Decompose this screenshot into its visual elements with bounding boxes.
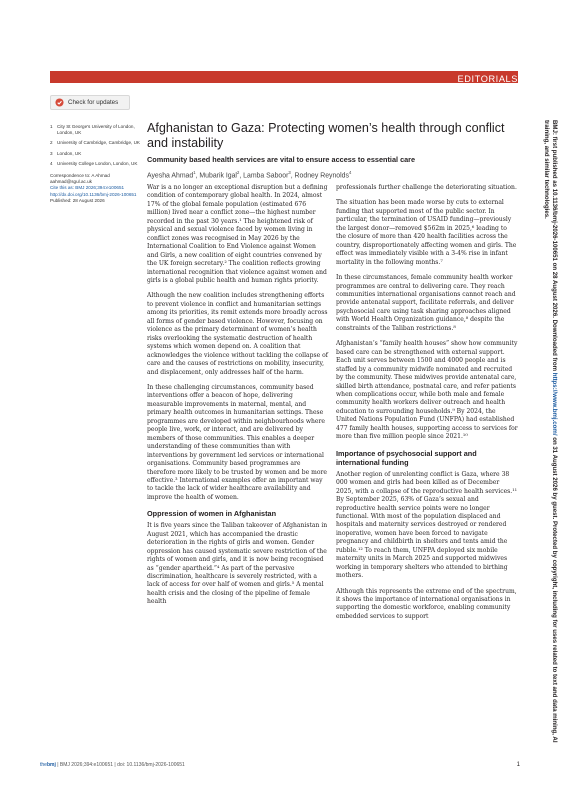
journal-brand: thebmj (40, 762, 56, 768)
paragraph: War is a no longer an exceptional disruption but a defining condition of contemporary global health. In 2024, almost 17% of the global female population (estimated 676 million) lived near a conflict zone—the highest number recorded in the past 30 years.¹ The heightened risk of physical and sexual violence faced by women living in conflict zones was recognised in May 2026 by the International Coalition to End Violence against Women and Girls, a new coalition of eight countries convened by the UK foreign secretary.² The coalition reflects growing international recognition that violence against women and girls is a global public health and human rights priority. (147, 184, 328, 284)
affiliation-item: 2 University of Cambridge, Cambridge, UK (50, 140, 140, 146)
check-updates-icon (55, 98, 64, 107)
doi-link[interactable]: http://dx.doi.org/10.1136/bmj-2026-100651 (50, 191, 137, 197)
paragraph: The situation has been made worse by cuts to external funding that supported most of the public sector. In particular, the termination of USAID funding—previously the largest donor—removed $562m in 2025,⁶ leading to the closure of more than 420 health facilities across the country, disproportionately affecting women and girls. The effect was immediately visible with a 3-4% rise in infant mortality in the following months.⁷ (336, 199, 517, 266)
page-number: 1 (516, 762, 520, 768)
body-column-left (147, 184, 329, 614)
check-for-updates-label: Check for updates (68, 99, 119, 106)
affiliation-item: 1 City St George's University of London, London, UK (50, 124, 135, 136)
article-title: Afghanistan to Gaza: Protecting women’s health through conflict and instability (147, 121, 505, 150)
affiliation-item: 4 University College London, London, UK (50, 160, 138, 166)
paragraph: Afghanistan’s “family health houses” show how community based care can be strengthened with external support. Each unit serves between 1500 and 4000 people and is staffed by a community midwife nominated and recruited by the community. These midwives provide antenatal care, skilled birth attendance, postnatal care, and refer patients when complications occur, while both male and female community health workers deliver outreach and health education to surrounding households.⁹ By 2024, the United Nations Population Fund (UNFPA) had established 477 family health houses, supporting access to services for more than five million people since 2021.¹⁰ (336, 340, 518, 441)
body-column-right (336, 184, 518, 628)
author-name: Mubarik Igal (199, 172, 237, 180)
paragraph: professionals further challenge the deteriorating situation. (336, 184, 517, 191)
paragraph: It is five years since the Taliban takeover of Afghanistan in August 2021, which has accompanied the drastic deterioration in the rights of girls and women. Gender oppression has caused systematic severe restriction of the rights of women and girls, and it is now being recognised as “gender apartheid.”⁴ As part of the pervasive discrimination, healthcare is severely restricted, with a lack of access for over half of women and girls.⁵ A mental health crisis and the closing of the pipeline of female health (147, 522, 328, 606)
affiliations (50, 124, 142, 204)
section-label: EDITORIALS (457, 74, 518, 84)
article-subtitle: Community based health services are vital to ensure access to essential care (147, 155, 416, 164)
author-name: Ayesha Ahmad (147, 172, 194, 180)
check-for-updates-button[interactable] (50, 95, 130, 110)
cite-this-link[interactable]: Cite this as: BMJ 2026;394:e100651 (50, 185, 125, 191)
section-banner (50, 71, 518, 83)
section-heading: Importance of psychosocial support and international funding (336, 448, 477, 467)
author-list: Ayesha Ahmad$^1$, Mubarik Igal$^2$, Lamba Saboor$^3$, Rodney Reynolds$^4$ (147, 170, 352, 180)
bmj-site-link[interactable]: https://www.bmj.com/ (551, 372, 558, 436)
published-date: Published: 28 August 2026 (50, 197, 105, 203)
download-notice: BMJ: first published as 10.1136/bmj-2026-100651 on 28 August 2026. Downloaded from https://www.bmj.com/ on 31 August 2026 by guest. Protected by copyright, including for uses related to text and data mining, AI training, and similar technologies. (543, 120, 558, 743)
paragraph: Although this represents the extreme end of the spectrum, it shows the importance of international organisations in supporting the domestic workforce, enabling community embedded services to support (336, 587, 517, 620)
affiliation-item: 3 London, UK (50, 150, 82, 156)
author-name: Lamba Saboor (243, 172, 289, 180)
page-footer (40, 762, 520, 768)
paragraph: In these challenging circumstances, community based interventions offer a beacon of hope, delivering measurable improvements in maternal, mental, and primary health outcomes in humanitarian settings. These programmes are developed within neighbourhoods where people live, work, or interact, and are delivered by members of those communities. This enables a deeper understanding of these communities than with interventions by government led services or international organisations. Community based programmes are therefore more likely to be trusted by women and be more effective.³ International examples offer an important way to tackle the lack of wider healthcare availability and improve the health of women. (147, 383, 327, 501)
footer-citation: | BMJ 2026;394:e100651 | doi: 10.1136/bmj-2026-100651 (57, 762, 185, 768)
paragraph: Although the new coalition includes strengthening efforts to prevent violence in conflict and humanitarian settings among its priorities, its remit extends more broadly across all forms of gender based violence. However, focusing on violence as the primary determinant of women’s health risks overlooking the systematic destruction of health systems which women depend on. A coalition that acknowledges the violence without tackling the collapse of care and the causes of restrictions on mobility, insecurity, and displacement, only addresses half of the harm. (147, 292, 328, 376)
paragraph: In these circumstances, female community health worker programmes are central to delivering care. They reach communities international organisations cannot reach and provide antenatal support, facilitate referrals, and deliver psychosocial care using task sharing approaches aligned with World Health Organization guidance,⁸ despite the constraints of the Taliban restrictions.⁸ (336, 274, 516, 332)
author-name: Rodney Reynolds (294, 172, 349, 180)
paragraph: Another region of unrelenting conflict is Gaza, where 38 000 women and girls had been killed as of December 2025, with a collapse of the reproductive health services.¹¹ By September 2025, 63% of Gaza’s sexual and reproductive health service points were no longer functional. With most of the population displaced and hospitals and maternity services destroyed or rendered inoperative, women have been forced to navigate pregnancy and childbirth in shelters and tents amid the rubble.¹² To reach them, UNFPA deployed six mobile maternity units in March 2025 and supported midwives working in temporary shelters who attended to birthing mothers. (336, 470, 518, 580)
section-heading: Oppression of women in Afghanistan (147, 509, 277, 519)
correspondence-email[interactable]: aahmad@sgul.ac.uk (50, 179, 92, 185)
correspondence: Correspondence to: A Ahmad aahmad@sgul.ac.uk Cite this as: BMJ 2026;394:e100651 http://dx.doi.org/10.1136/bmj-2026-100651 Published: 28 August 2026 (50, 173, 142, 204)
